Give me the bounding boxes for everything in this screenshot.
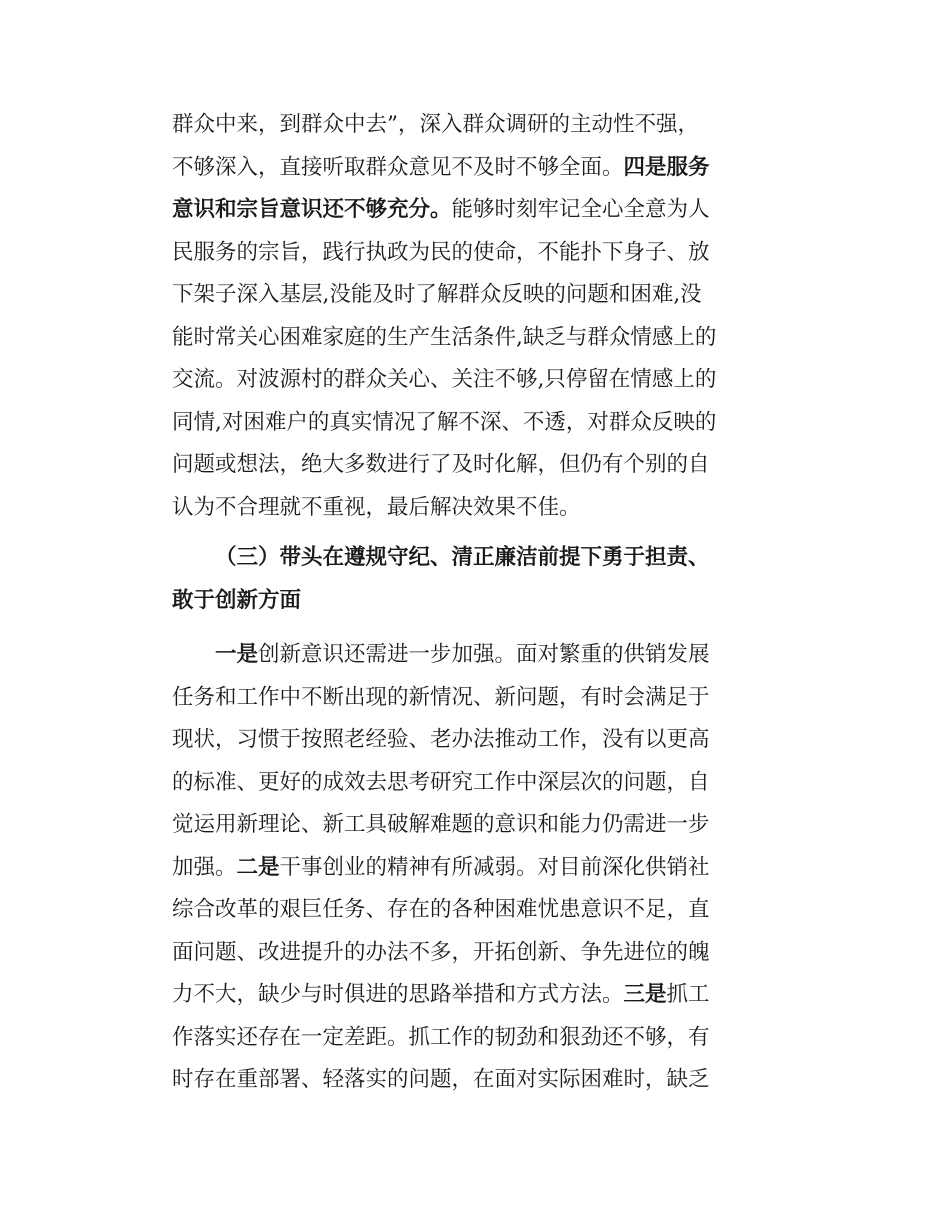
text-line [172, 189, 812, 232]
text-line: 同情,对困难户的真实情况了解不深、不透，对群众反映的 [172, 409, 717, 435]
text-run: 抓工 [666, 982, 710, 1007]
paragraph-innovation [172, 634, 812, 1102]
text-line: 现状，习惯于按照老经验、老办法推动工作，没有以更高 [172, 727, 710, 752]
text-line: 作落实还存在一定差距。抓工作的韧劲和狠劲还不够，有 [172, 1024, 710, 1050]
text-line: 时存在重部署、轻落实的问题，在面对实际困难时，缺乏 [172, 1067, 710, 1092]
text-run: 加强。 [172, 854, 237, 880]
bold-lead-in: 二是 [236, 854, 280, 880]
text-line: 综合改革的艰巨任务、存在的各种困难忧患意识不足，直 [172, 897, 710, 922]
text-line: 的标准、更好的成效去思考研究工作中深层次的问题，自 [172, 769, 710, 795]
paragraph-service-awareness [172, 104, 812, 529]
bold-lead-in: 一是 [215, 642, 259, 667]
heading-line: （三）带头在遵规守纪、清正廉洁前提下勇于担责、 [215, 545, 710, 570]
text-line [172, 634, 812, 677]
text-line: 交流。对波源村的群众关心、关注不够,只停留在情感上的 [172, 367, 717, 392]
bold-lead-in: 意识和宗旨意识还不够充分。 [172, 197, 452, 222]
section-heading [172, 537, 812, 622]
text-line: 下架子深入基层,没能及时了解群众反映的问题和困难,没 [172, 282, 702, 307]
bold-lead-in: 三是 [623, 982, 667, 1007]
heading-line: 敢于创新方面 [172, 587, 302, 613]
text-line: 认为不合理就不重视，最后解决效果不佳。 [172, 494, 581, 520]
text-line [172, 847, 812, 890]
text-line: 面问题、改进提升的办法不多，开拓创新、争先进位的魄 [172, 939, 710, 965]
text-line: 能时常关心困难家庭的生产生活条件,缺乏与群众情感上的 [172, 324, 717, 350]
text-line: 任务和工作中不断出现的新情况、新问题，有时会满足于 [172, 684, 710, 710]
bold-lead-in: 四是服务 [623, 154, 710, 180]
text-line [172, 974, 812, 1017]
text-line: 群众中来，到群众中去”，深入群众调研的主动性不强， [172, 112, 699, 137]
text-run: 能够时刻牢记全心全意为人 [451, 197, 710, 222]
text-run: 不够深入，直接听取群众意见不及时不够全面。 [172, 154, 624, 180]
text-run: 力不大，缺少与时俱进的思路举措和方式方法。 [172, 982, 624, 1007]
text-run: 创新意识还需进一步加强。面对繁重的供销发展 [258, 642, 710, 667]
text-line: 民服务的宗旨，践行执政为民的使命，不能扑下身子、放 [172, 239, 710, 265]
document-page [172, 104, 812, 1102]
text-line: 觉运用新理论、新工具破解难题的意识和能力仍需进一步 [172, 812, 710, 837]
text-run: 干事创业的精神有所减弱。对目前深化供销社 [279, 854, 710, 880]
text-line [172, 147, 812, 190]
text-line: 问题或想法，绝大多数进行了及时化解，但仍有个别的自 [172, 452, 710, 477]
